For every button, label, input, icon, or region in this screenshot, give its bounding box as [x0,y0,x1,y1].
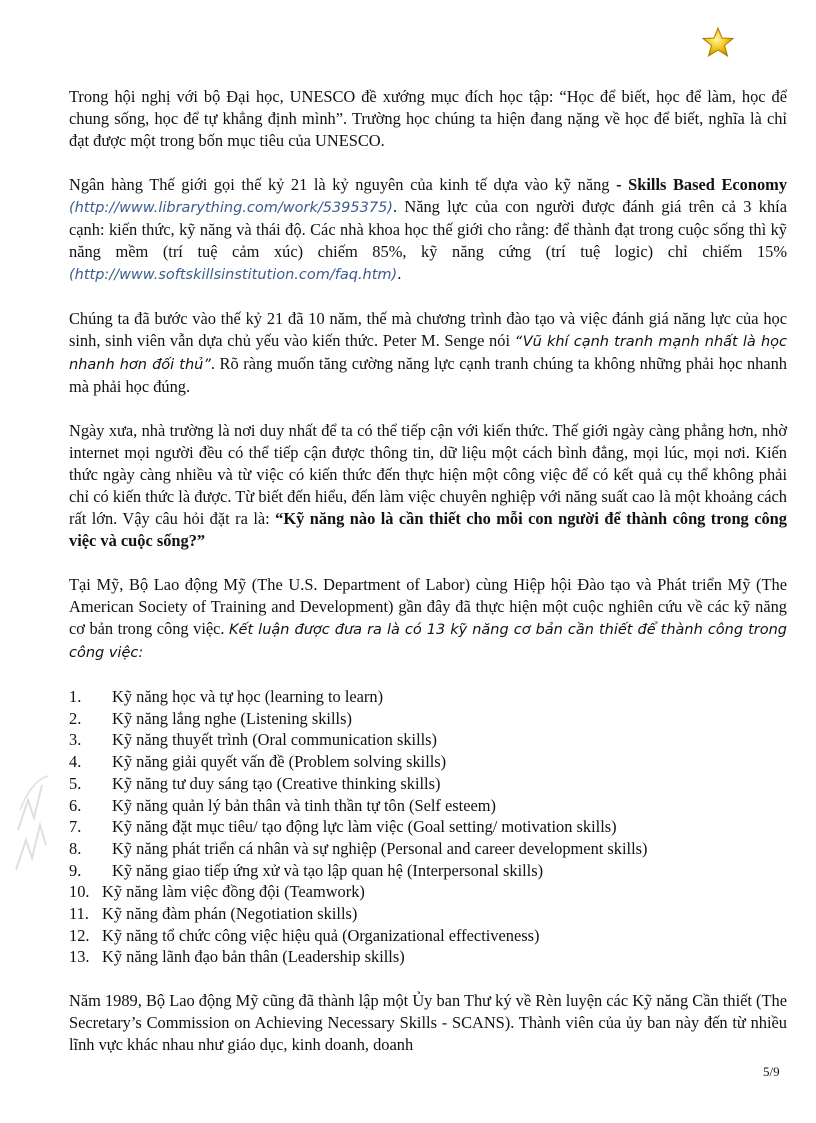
paragraph-knowledge [69,420,787,552]
list-item-number: 7. [69,817,82,837]
us-study-text: Tại Mỹ, Bộ Lao động Mỹ (The U.S. Department of Labor) cùng Hiệp hội Đào tạo và Phát triển Mỹ (The American Society of Training and Development) gần đây đã thực hiện một cuộc nghiên cứu về các kỹ năng cơ bản trong công việc. [69,575,787,638]
paragraph-scans: Năm 1989, Bộ Lao động Mỹ cũng đã thành lập một Ủy ban Thư ký về Rèn luyện các Kỹ năng Cần thiết (The Secretary’s Commission on Achieving Necessary Skills - SCANS). Thành viên của ủy ban này đến từ nhiều lĩnh vực khác nhau như giáo dục, kinh doanh, doanh [69,991,787,1055]
paragraph-world-bank [69,174,787,286]
list-item-number: 4. [69,752,82,772]
list-item-number: 1. [69,687,82,706]
list-item-number: 10. [69,882,90,902]
list-item-text: Kỹ năng tổ chức công việc hiệu quả (Organizational effectiveness) [102,925,540,945]
paragraph-21st-century [69,308,787,398]
list-item [69,946,787,968]
list-item [69,903,787,925]
senge-quote: “Vũ khí cạnh tranh mạnh nhất là học nhanh hơn đối thủ” [69,334,787,373]
list-item-number: 12. [69,925,90,945]
list-item [69,729,787,751]
list-item [69,686,787,708]
list-item [69,773,787,795]
knowledge-text: Ngày xưa, nhà trường là nơi duy nhất để ta có thể tiếp cận với kiến thức. Thế giới ngày càng phẳng hơn, nhờ internet mọi người đều có thể tiếp cận được thông tin, dữ liệu một cách bình đẳng, mọi lúc, mọi nơi. Kiến thức ngày càng nhiều và từ việc có kiến thức đến thực hiện một công việc để có kết quả cụ thể không phải chỉ có kiến thức là được. Từ biết đến hiểu, đến làm việc chuyên nghiệp với năng suất cao là một khoảng cách rất lớn. Vậy câu hỏi đặt ra là: [69,421,787,528]
softskills-link[interactable]: (http://www.softskillsinstitution.com/faq.htm) [69,267,398,283]
list-item-text: Kỹ năng đàm phán (Negotiation skills) [102,904,358,924]
century-text-b: . Rõ ràng muốn tăng cường năng lực cạnh tranh chúng ta không những phải học nhanh mà phải học đúng. [69,354,788,396]
world-bank-text-c: . [397,264,402,283]
list-item [69,708,787,730]
list-item-text: Kỹ năng thuyết trình (Oral communication skills) [112,730,438,750]
list-item-number: 6. [69,795,82,815]
list-item-text: Kỹ năng giao tiếp ứng xử và tạo lập quan hệ (Interpersonal skills) [112,860,544,880]
list-item-number: 11. [69,904,89,924]
watermark-logo [12,770,52,880]
page-number: 5/9 [763,1064,780,1079]
list-item [69,925,787,947]
list-item-text: Kỹ năng đặt mục tiêu/ tạo động lực làm việc (Goal setting/ motivation skills) [112,817,617,837]
list-item-text: Kỹ năng giải quyết vấn đề (Problem solving skills) [112,752,447,772]
list-item-text: Kỹ năng học và tự học (learning to learn) [112,687,384,706]
key-question: “Kỹ năng nào là cần thiết cho mỗi con người để thành công trong công việc và cuộc sống?” [69,509,787,550]
us-study-conclusion: Kết luận được đưa ra là có 13 kỹ năng cơ bản cần thiết để thành công trong công việc: [69,622,788,661]
list-item-text: Kỹ năng phát triển cá nhân và sự nghiệp (Personal and career development skills) [112,838,648,858]
list-item-text: Kỹ năng quản lý bản thân và tinh thần tự tôn (Self esteem) [112,795,496,815]
list-item-text: Kỹ năng lắng nghe (Listening skills) [112,708,352,728]
list-item [69,816,787,838]
list-item-number: 3. [69,730,82,750]
list-item [69,860,787,882]
list-item-number: 13. [69,947,90,967]
list-item [69,881,787,903]
world-bank-text-b: . Năng lực của con người được đánh giá trên cả 3 khía cạnh: kiến thức, kỹ năng và thái độ. Các nhà khoa học thế giới cho rằng: để thành đạt trong cuộc sống thì kỹ năng mềm (trí tuệ cảm xúc) chiếm 85%, kỹ năng cứng (trí tuệ logic) chỉ chiếm 15% [69,197,787,261]
paragraph-unesco: Trong hội nghị với bộ Đại học, UNESCO đề xướng mục đích học tập: “Học để biết, học để làm, học để chung sống, học để tự khẳng định mình”. Trường học chúng ta hiện đang nặng về học để biết, nghĩa là chỉ đạt được một trong bốn mục tiêu của UNESCO. [69,87,787,150]
skills-based-economy: - Skills Based Economy [616,175,788,194]
star-icon [702,26,734,58]
world-bank-text-a: Ngân hàng Thế giới gọi thế kỷ 21 là kỷ nguyên của kinh tế dựa vào kỹ năng [69,175,617,194]
document-body [69,86,787,1056]
list-item [69,795,787,817]
list-item [69,751,787,773]
list-item-number: 2. [69,708,82,728]
list-item-text: Kỹ năng lãnh đạo bản thân (Leadership skills) [102,947,405,967]
list-item-number: 8. [69,838,82,858]
list-item [69,838,787,860]
skills-list [69,686,787,968]
century-text-a: Chúng ta đã bước vào thế kỷ 21 đã 10 năm, thế mà chương trình đào tạo và việc đánh giá năng lực của học sinh, sinh viên vẫn dựa chủ yếu vào kiến thức. Peter M. Senge nói [69,309,787,350]
librarything-link[interactable]: (http://www.librarything.com/work/5395375) [69,200,393,216]
paragraph-us-study [69,574,787,664]
list-item-number: 5. [69,773,82,793]
list-item-text: Kỹ năng tư duy sáng tạo (Creative thinking skills) [112,773,441,793]
list-item-number: 9. [69,860,82,880]
list-item-text: Kỹ năng làm việc đồng đội (Teamwork) [102,882,365,902]
